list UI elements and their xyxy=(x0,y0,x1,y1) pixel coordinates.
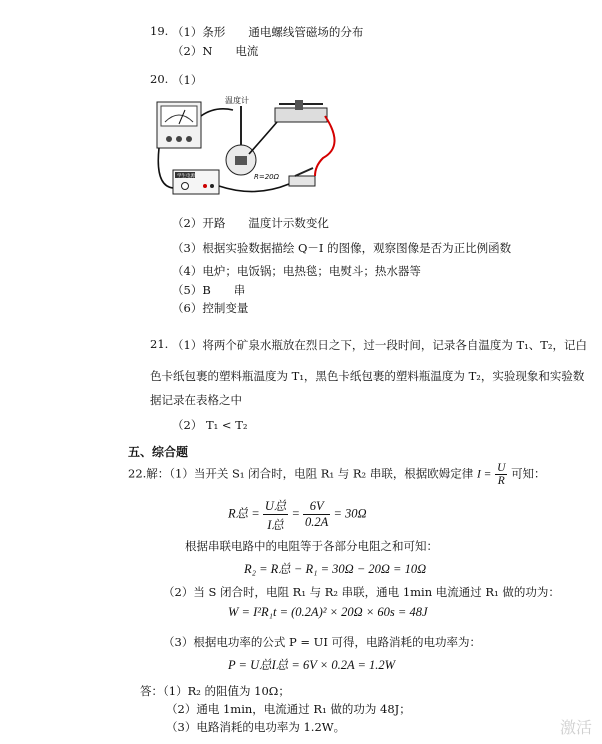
q22-equation2: R₂ = R总 − R₁ = 30Ω − 20Ω = 10Ω xyxy=(244,562,427,576)
q22-equation3: W = I²R₁t = (0.2A)² × 20Ω × 60s = 48J xyxy=(228,605,428,619)
svg-text:学生电源: 学生电源 xyxy=(177,174,195,179)
answer-line2: （2）通电 1min，电流通过 R₁ 做的功为 48J； xyxy=(166,702,411,716)
q21-line1: （1）将两个矿泉水瓶放在烈日之下，过一段时间，记录各自温度为 T₁、T₂，记白 xyxy=(172,338,588,352)
thermometer-label: 温度计 xyxy=(225,96,249,105)
q21-number: 21. xyxy=(150,337,169,351)
q19-line2: （2）N 电流 xyxy=(172,44,259,58)
q22-line2: 根据串联电路中的电阻等于各部分电阻之和可知： xyxy=(185,539,438,553)
answer-line1: 答：（1）R₂ 的阻值为 10Ω； xyxy=(140,684,290,698)
q22-equation1: R总 = $\frac{\text{U总}}{\text{I总}}$ = $\frac{6V}{0.2A}$ = 30Ω xyxy=(228,496,367,533)
q21-part2: （2） T₁ < T₂ xyxy=(172,418,248,432)
q20-part1: （1） xyxy=(172,73,203,87)
switch-icon xyxy=(289,176,315,186)
q21-line2: 色卡纸包裹的塑料瓶温度为 T₁，黑色卡纸包裹的塑料瓶温度为 T₂，实验现象和实验数 xyxy=(150,369,585,383)
q20-part3: （3）根据实验数据描绘 Q－I 的图像，观察图像是否为正比例函数 xyxy=(172,241,512,255)
q20-part2: （2）开路 温度计示数变化 xyxy=(172,216,329,230)
q20-part6: （6）控制变量 xyxy=(172,301,249,315)
q20-number: 20. xyxy=(150,72,169,86)
q22-equation4: P = U总I总 = 6V × 0.2A = 1.2W xyxy=(228,658,396,672)
q22-line1: 22.解：（1）当开关 S₁ 闭合时，电阻 R₁ 与 R₂ 串联，根据欧姆定律 I = $\frac{U}{R}$ 可知： xyxy=(128,462,546,487)
q20-part5: （5）B 串 xyxy=(172,283,246,297)
section-heading: 五、综合题 xyxy=(128,445,189,459)
ohms-law-fraction: $\frac{U}{R}$ xyxy=(497,462,506,487)
q20-part4: （4）电炉；电饭锅；电热毯；电熨斗；热水器等 xyxy=(172,264,421,278)
q19-number: 19. xyxy=(150,24,169,38)
answer-line3: （3）电路消耗的电功率为 1.2W。 xyxy=(166,720,346,734)
q21-line3: 据记录在表格之中 xyxy=(150,393,242,407)
resistor-label: R=20Ω xyxy=(254,173,279,181)
q22-line3: （2）当 S 闭合时，电阻 R₁ 与 R₂ 串联，通电 1min 电流通过 R₁ 做的功为： xyxy=(163,585,560,599)
circuit-diagram-figure xyxy=(155,96,345,206)
q22-line4: （3）根据电功率的公式 P = UI 可得，电路消耗的电功率为： xyxy=(163,635,482,649)
q19-line1: （1）条形 通电螺线管磁场的分布 xyxy=(172,25,364,39)
activation-watermark: 激活 xyxy=(559,718,592,737)
